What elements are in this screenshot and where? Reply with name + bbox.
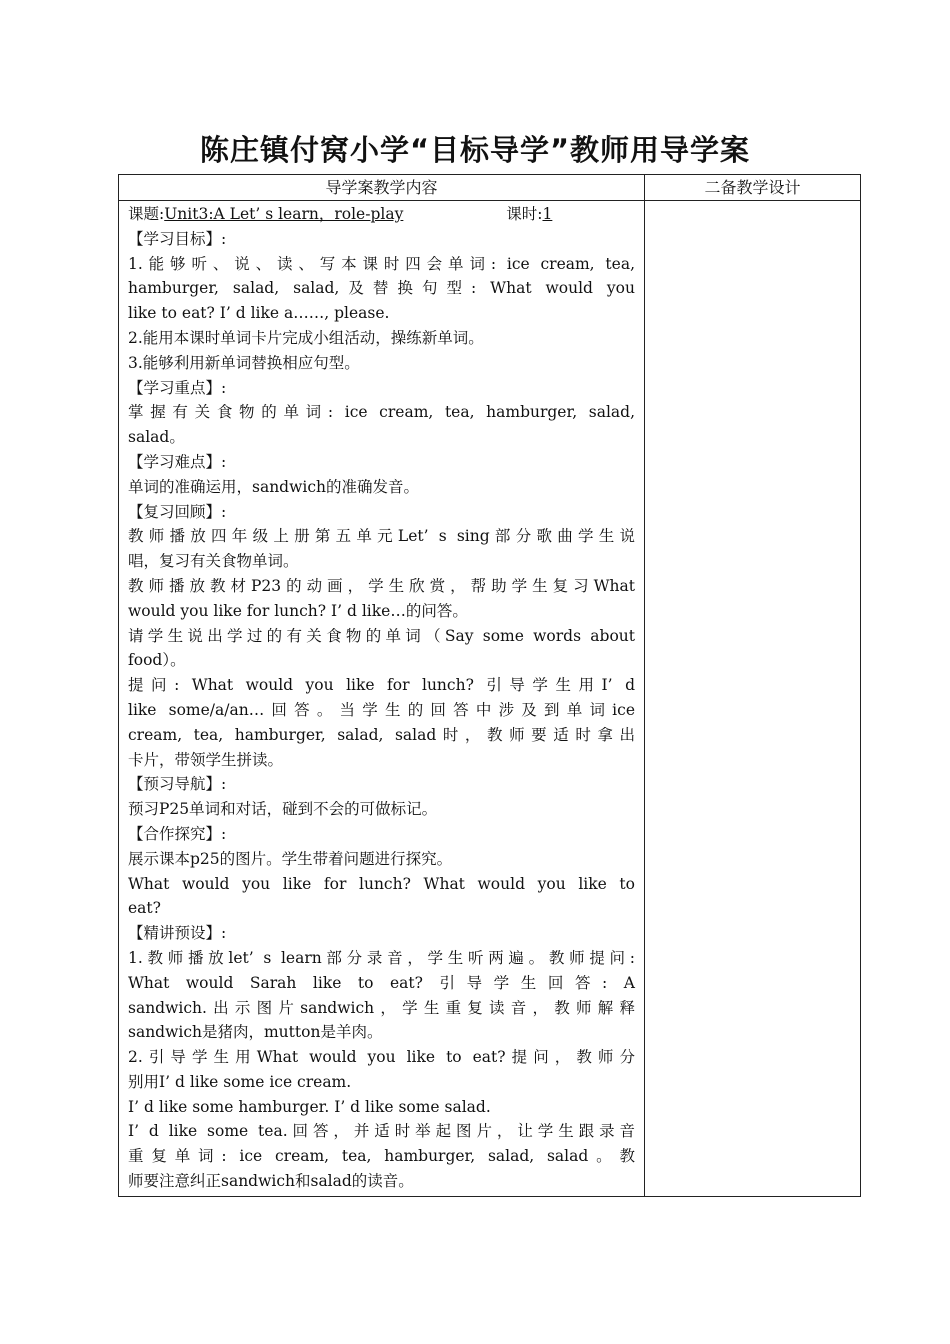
lesson-plan-table [118,174,861,1197]
text-line: I’ d like some hamburger. I’ d like some salad. [128,1097,491,1116]
table-body-row [119,201,861,1197]
text-line: like some/a/an…回答。当学生的回答中涉及到单词ice [128,700,635,719]
text-line: like to eat? I’ d like a……, please. [128,304,390,323]
design-notes-cell [645,201,861,1197]
period-value: 1 [542,205,553,223]
text-line: 师要注意纠正sandwich和salad的读音。 [128,1172,414,1191]
text-line: 卡片，带领学生拼读。 [128,750,284,769]
topic-line [128,202,635,227]
text-line: 【复习回顾】: [128,502,227,521]
text-line: 掌握有关食物的单词: ice cream, tea, hamburger, salad, [128,403,635,422]
design-column-header: 二备教学设计 [645,175,861,201]
text-line: 重复单词: ice cream, tea, hamburger, salad, salad。教 [128,1147,635,1166]
text-line: 【学习目标】: [128,229,227,248]
text-line: 【学习难点】: [128,452,227,471]
text-line: I’ d like some tea.回答，并适时举起图片，让学生跟录音 [128,1122,635,1141]
text-line: 3.能够利用新单词替换相应句型。 [128,353,360,372]
text-line: What would you like for lunch? What would you like to [128,874,635,893]
text-line: 提问: What would you like for lunch? 引导学生用I’ d [128,676,635,695]
lesson-content [119,201,644,1196]
text-line: eat? [128,899,161,918]
text-line: 别用I’ d like some ice cream. [128,1072,352,1091]
text-line: 单词的准确运用，sandwich的准确发音。 [128,477,419,496]
topic-value: Unit3:A Let’ s learn，role-play [164,205,404,223]
page-title: 陈庄镇付窝小学“目标导学”教师用导学案 [199,133,751,167]
text-line: 【学习重点】: [128,378,227,397]
period-label: 课时: [506,205,543,223]
text-line: food）。 [128,651,186,670]
topic-label: 课题: [128,205,165,223]
text-line: would you like for lunch? I’ d like…的问答。 [128,601,468,620]
text-line: cream, tea, hamburger, salad, salad时，教师要适时拿出 [128,725,635,744]
lesson-content-cell [119,201,645,1197]
text-line: 【合作探究】: [128,824,227,843]
text-line: 请学生说出学过的有关食物的单词（Say some words about [128,626,635,645]
text-line: 教师播放教材P23的动画，学生欣赏，帮助学生复习What [128,576,635,595]
text-line: 唱，复习有关食物单词。 [128,552,299,571]
text-line: sandwich是猪肉，mutton是羊肉。 [128,1023,383,1042]
text-line: 1.能够听、说、读、写本课时四会单词: ice cream, tea, [128,254,635,273]
text-line: 预习P25单词和对话，碰到不会的可做标记。 [128,800,438,819]
text-line: 2.能用本课时单词卡片完成小组活动，操练新单词。 [128,328,484,347]
text-line: 1.教师播放let’ s learn部分录音，学生听两遍。教师提问: [128,948,635,967]
text-line: hamburger, salad, salad,及替换句型: What would you [128,279,635,298]
text-line: 教师播放四年级上册第五单元Let’ s sing部分歌曲学生说 [128,527,635,546]
text-line: 【预习导航】: [128,775,227,794]
text-line: salad。 [128,428,185,447]
text-line: 2.引导学生用What would you like to eat?提问，教师分 [128,1048,635,1067]
text-line: 【精讲预设】: [128,924,227,943]
table-header-row [119,175,861,201]
text-line: 展示课本p25的图片。学生带着问题进行探究。 [128,849,453,868]
text-line: What would Sarah like to eat? 引导学生回答: A [128,973,635,992]
text-line: sandwich.出示图片sandwich，学生重复读音，教师解释 [128,998,635,1017]
content-column-header: 导学案教学内容 [119,175,645,201]
